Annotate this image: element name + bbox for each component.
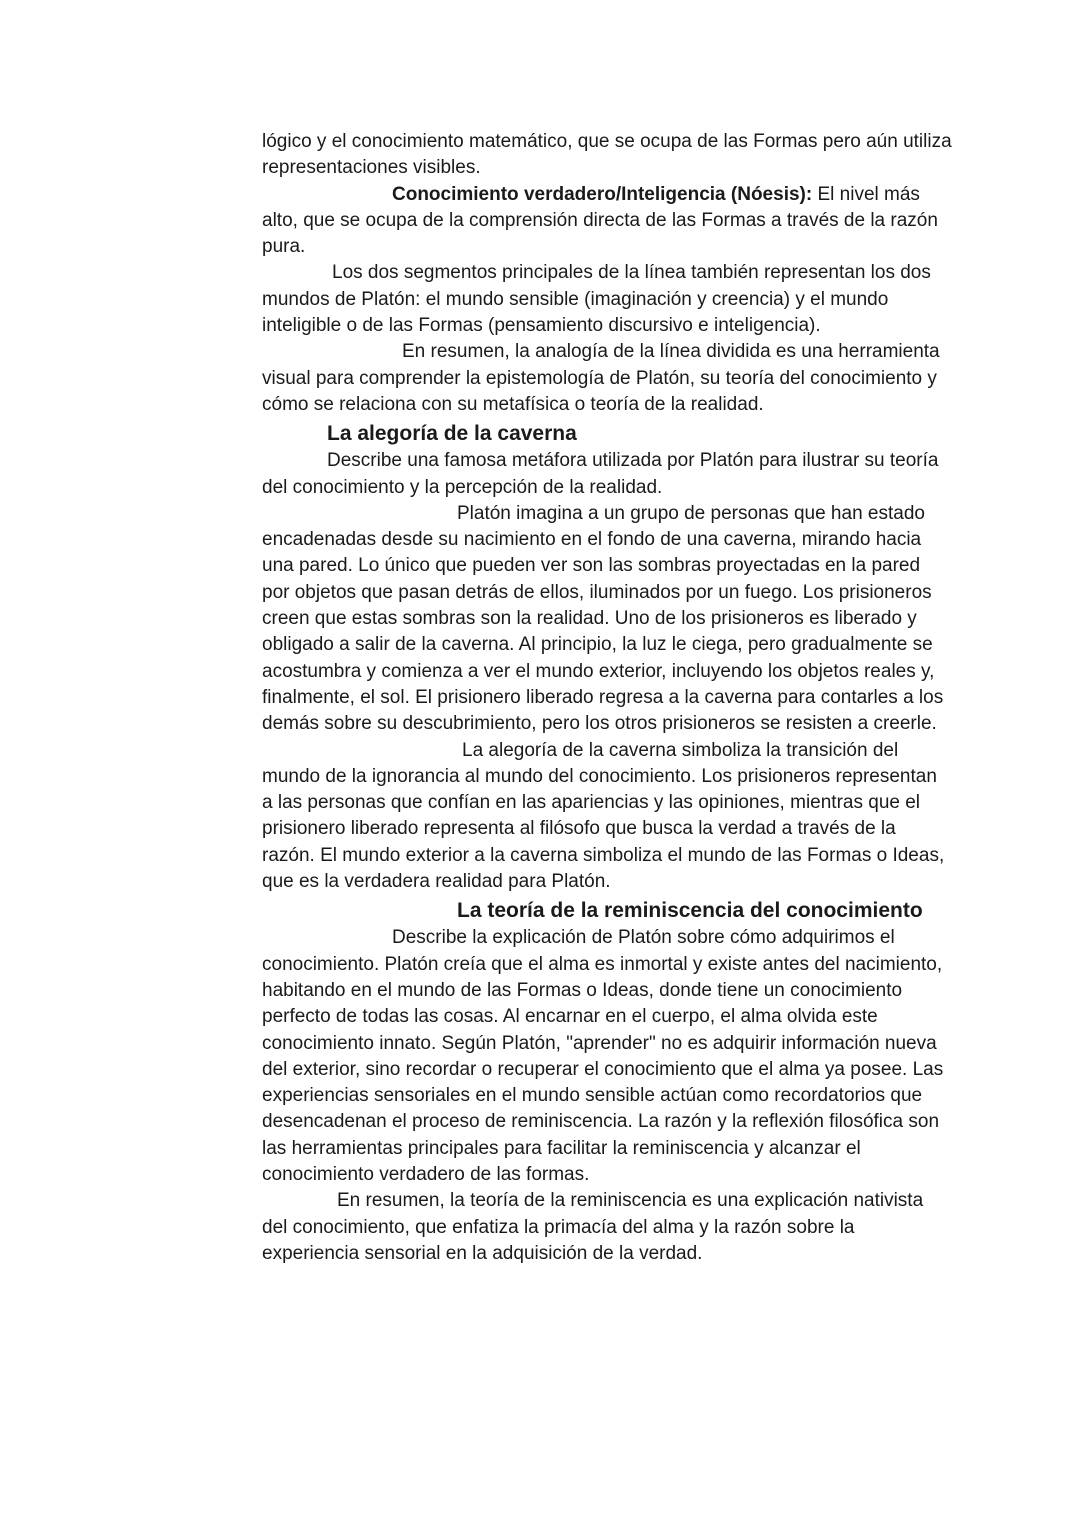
heading-cave-allegory: La alegoría de la caverna	[327, 422, 577, 446]
paragraph-noesis	[262, 182, 952, 261]
noesis-term: Conocimiento verdadero/Inteligencia (Nóesis):	[392, 183, 813, 205]
document-page	[262, 129, 952, 1267]
paragraph-cave-meaning: La alegoría de la caverna simboliza la transición del mundo de la ignorancia al mundo del conocimiento. Los prisioneros representan a las personas que confían en las apariencias y las opiniones, mientras que el prisionero liberado representa al filósofo que busca la verdad a través de la razón. El mundo exterior a la caverna simboliza el mundo de las Formas o Ideas, que es la verdadera realidad para Platón.	[262, 739, 945, 893]
paragraph-cave-story: Platón imagina a un grupo de personas que han estado encadenadas desde su nacimiento en el fondo de una caverna, mirando hacia una pared. Lo único que pueden ver son las sombras proyectadas en la pared por objetos que pasan detrás de ellos, iluminados por un fuego. Los prisioneros creen que estas sombras son la realidad. Uno de los prisioneros es liberado y obligado a salir de la caverna. Al principio, la luz le ciega, pero gradualmente se acostumbra y comienza a ver el mundo exterior, incluyendo los objetos reales y, finalmente, el sol. El prisionero liberado regresa a la caverna para contarles a los demás sobre su descubrimiento, pero los otros prisioneros se resisten a creerle.	[262, 502, 944, 735]
paragraph-two-worlds: Los dos segmentos principales de la línea también representan los dos mundos de Platón: el mundo sensible (imaginación y creencia) y el mundo inteligible o de las Formas (pensamiento discursivo e inteligencia).	[262, 262, 931, 337]
noesis-definition: El nivel más alto, que se ocupa de la comprensión directa de las Formas a través de la razón pura.	[262, 183, 938, 258]
paragraph-continuation: lógico y el conocimiento matemático, que se ocupa de las Formas pero aún utiliza representaciones visibles.	[262, 131, 952, 179]
paragraph-reminiscence-summary: En resumen, la teoría de la reminiscencia es una explicación nativista del conocimiento, que enfatiza la primacía del alma y la razón sobre la experiencia sensorial en la adquisición de la verdad.	[262, 1190, 924, 1264]
paragraph-reminiscence-body: Describe la explicación de Platón sobre cómo adquirimos el conocimiento. Platón creía que el alma es inmortal y existe antes del nacimiento, habitando en el mundo de las Formas o Ideas, donde tiene un conocimiento perfecto de todas las cosas. Al encarnar en el cuerpo, el alma olvida este conocimiento innato. Según Platón, "aprender" no es adquirir información nueva del exterior, sino recordar o recuperar el conocimiento que el alma ya posee. Las experiencias sensoriales en el mundo sensible actúan como recordatorios que desencadenan el proceso de reminiscencia. La razón y la reflexión filosófica son las herramientas principales para facilitar la reminiscencia y alcanzar el conocimiento verdadero de las formas.	[262, 927, 944, 1185]
heading-reminiscence: La teoría de la reminiscencia del conocimiento	[457, 899, 923, 923]
paragraph-divided-line-summary: En resumen, la analogía de la línea dividida es una herramienta visual para comprender la epistemología de Platón, su teoría del conocimiento y cómo se relaciona con su metafísica o teoría de la realidad.	[262, 341, 940, 415]
paragraph-cave-intro: Describe una famosa metáfora utilizada por Platón para ilustrar su teoría del conocimiento y la percepción de la realidad.	[262, 450, 939, 498]
